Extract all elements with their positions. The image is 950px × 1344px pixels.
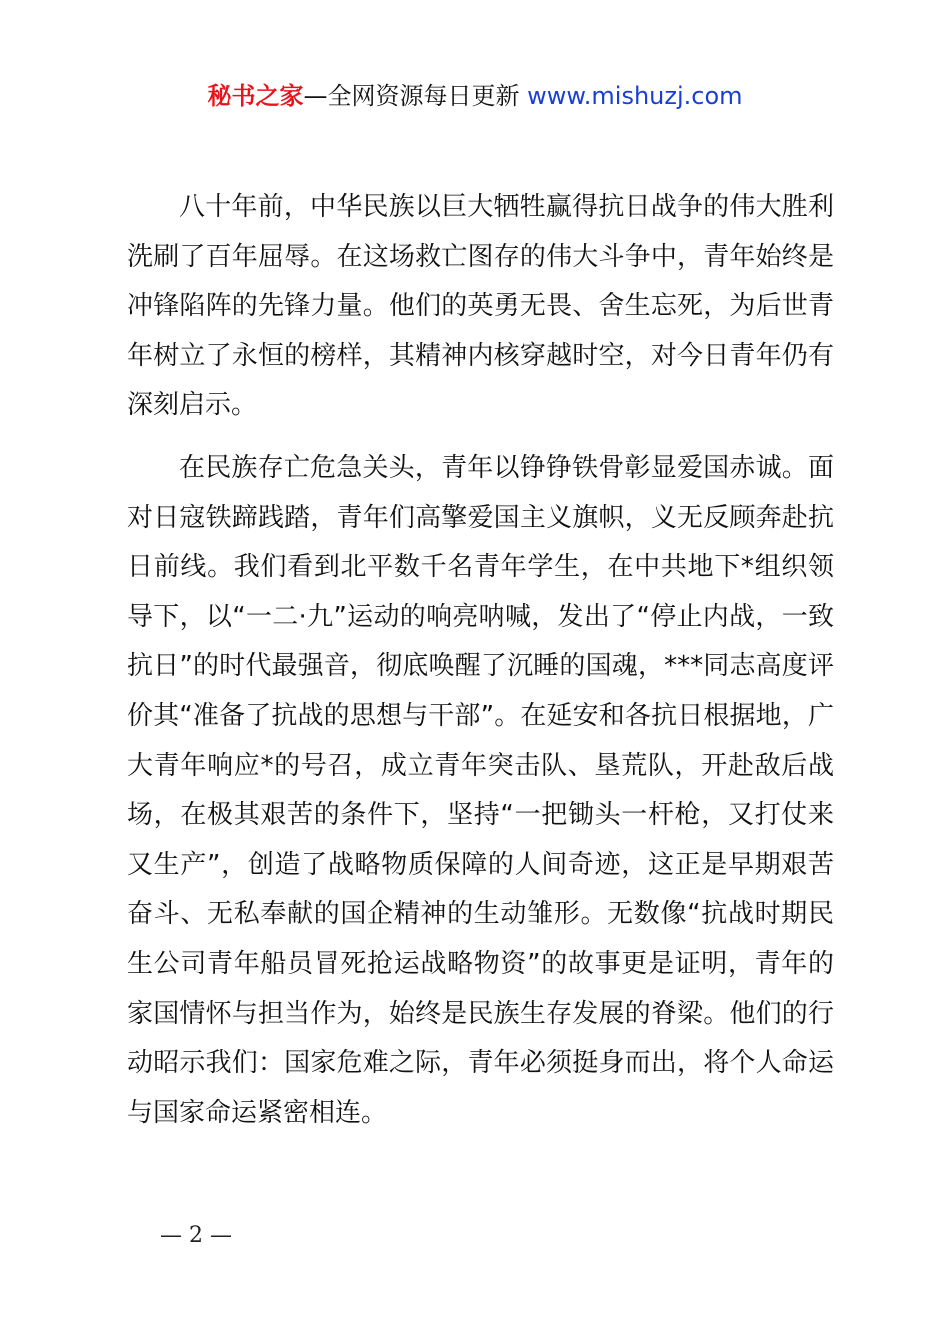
site-url-link[interactable]: www.mishuzj.com bbox=[527, 82, 743, 110]
site-header bbox=[0, 80, 950, 112]
page-number: — 2 — bbox=[160, 1223, 232, 1248]
paragraph-2: 在民族存亡危急关头，青年以铮铮铁骨彰显爱国赤诚。面对日寇铁蹄践踏，青年们高擎爱国主义旗帜，义无反顾奔赴抗日前线。我们看到北平数千名青年学生，在中共地下*组织领导下，以“一二·九”运动的响亮呐喊，发出了“停止内战，一致抗日”的时代最强音，彻底唤醒了沉睡的国魂，***同志高度评价其“准备了抗战的思想与干部”。在延安和各抗日根据地，广大青年响应*的号召，成立青年突击队、垦荒队，开赴敌后战场，在极其艰苦的条件下，坚持“一把锄头一杆枪，又打仗来又生产”，创造了战略物质保障的人间奇迹，这正是早期艰苦奋斗、无私奉献的国企精神的生动雏形。无数像“抗战时期民生公司青年船员冒死抢运战略物资”的故事更是证明，青年的家国情怀与担当作为，始终是民族生存发展的脊梁。他们的行动昭示我们：国家危难之际，青年必须挺身而出，将个人命运与国家命运紧密相连。 bbox=[127, 452, 834, 1128]
paragraph-1: 八十年前，中华民族以巨大牺牲赢得抗日战争的伟大胜利洗刷了百年屈辱。在这场救亡图存的伟大斗争中，青年始终是冲锋陷阵的先锋力量。他们的英勇无畏、舍生忘死，为后世青年树立了永恒的榜样，其精神内核穿越时空，对今日青年仍有深刻启示。 bbox=[127, 192, 834, 421]
document-body bbox=[127, 183, 834, 1138]
site-brand: 秘书之家 bbox=[207, 82, 304, 110]
site-tagline: —全网资源每日更新 bbox=[303, 82, 528, 110]
